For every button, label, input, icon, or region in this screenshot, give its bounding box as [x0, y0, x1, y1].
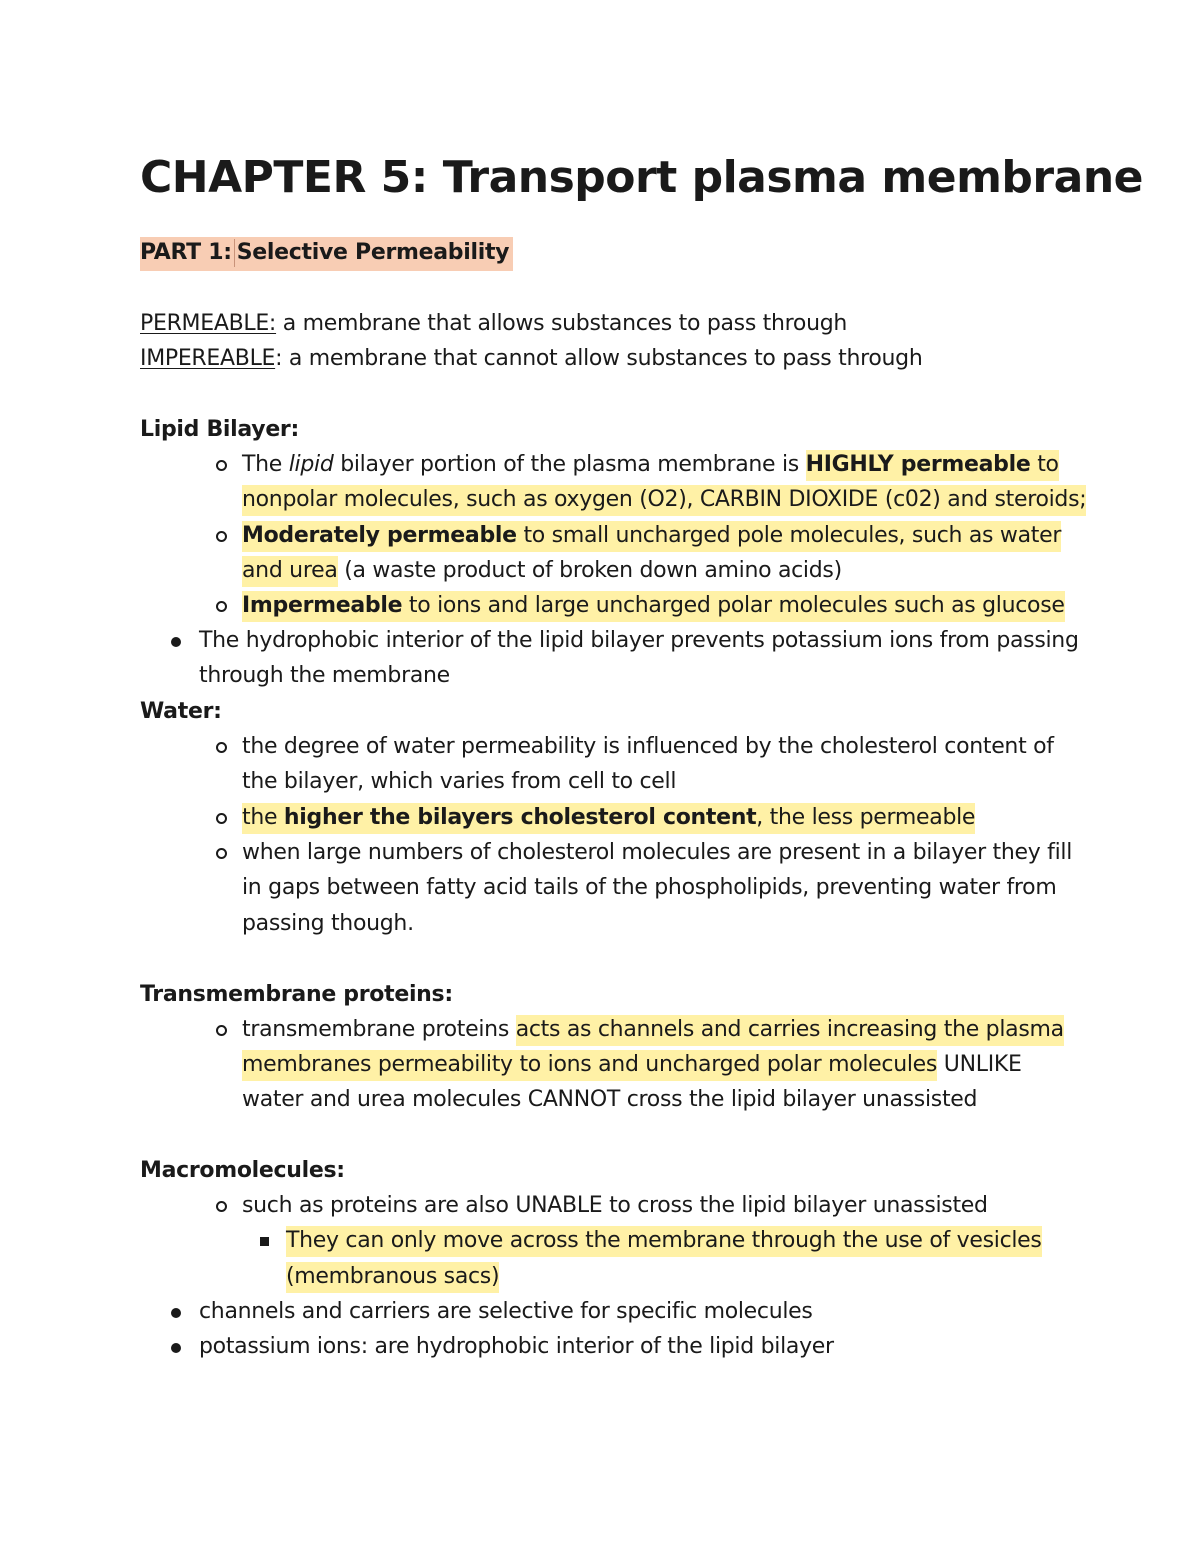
- square-bullet-icon: [260, 1237, 269, 1246]
- page-title: CHAPTER 5: Transport plasma membrane: [140, 152, 1143, 203]
- list-item: They can only move across the membrane through the use of vesicles: [286, 1225, 1042, 1257]
- definition-text: : a membrane that cannot allow substances to pass through: [275, 346, 923, 371]
- list-item: The hydrophobic interior of the lipid bilayer prevents potassium ions from passing: [199, 628, 1079, 653]
- definition-permeable: [140, 308, 847, 340]
- list-item: Moderately permeable to small uncharged pole molecules, such as water: [242, 520, 1061, 552]
- list-item-continuation: membranes permeability to ions and uncharged polar molecules UNLIKE: [242, 1049, 1022, 1081]
- section-heading-water: Water:: [140, 699, 222, 724]
- part-label: PART 1:: [140, 240, 232, 265]
- definition-text: a membrane that allows substances to pass through: [276, 311, 848, 336]
- part-name: Selective Permeability: [236, 240, 510, 265]
- part-separator: [234, 239, 235, 267]
- hollow-bullet-icon: [216, 813, 227, 824]
- list-item: when large numbers of cholesterol molecules are present in a bilayer they fill: [242, 840, 1073, 865]
- hollow-bullet-icon: [216, 460, 227, 471]
- hollow-bullet-icon: [216, 848, 227, 859]
- part-heading: [140, 237, 513, 269]
- hollow-bullet-icon: [216, 742, 227, 753]
- list-item: The lipid bilayer portion of the plasma membrane is HIGHLY permeable to: [242, 449, 1059, 481]
- section-heading-lipid: Lipid Bilayer:: [140, 417, 299, 442]
- list-item-continuation: nonpolar molecules, such as oxygen (O2), CARBIN DIOXIDE (c02) and steroids;: [242, 484, 1086, 516]
- hollow-bullet-icon: [216, 1201, 227, 1212]
- list-item-continuation: the bilayer, which varies from cell to cell: [242, 769, 677, 794]
- filled-bullet-icon: [171, 1343, 181, 1353]
- list-item-continuation: in gaps between fatty acid tails of the phospholipids, preventing water from: [242, 875, 1057, 900]
- list-item: the higher the bilayers cholesterol content, the less permeable: [242, 802, 975, 834]
- list-item-continuation: (membranous sacs): [286, 1261, 499, 1293]
- hollow-bullet-icon: [216, 531, 227, 542]
- list-item-continuation: through the membrane: [199, 663, 450, 688]
- list-item-continuation: and urea (a waste product of broken down amino acids): [242, 555, 842, 587]
- list-item: channels and carriers are selective for specific molecules: [199, 1299, 813, 1324]
- section-heading-macromolecules: Macromolecules:: [140, 1158, 345, 1183]
- hollow-bullet-icon: [216, 601, 227, 612]
- hollow-bullet-icon: [216, 1025, 227, 1036]
- list-item: such as proteins are also UNABLE to cross the lipid bilayer unassisted: [242, 1193, 988, 1218]
- list-item: potassium ions: are hydrophobic interior of the lipid bilayer: [199, 1334, 834, 1359]
- term-permeable: PERMEABLE:: [140, 311, 277, 336]
- list-item: transmembrane proteins acts as channels and carries increasing the plasma: [242, 1014, 1064, 1046]
- list-item-continuation: water and urea molecules CANNOT cross the lipid bilayer unassisted: [242, 1087, 978, 1112]
- list-item-continuation: passing though.: [242, 911, 414, 936]
- definition-impermeable: [140, 343, 922, 375]
- term-impermeable: IMPEREABLE: [140, 346, 276, 371]
- filled-bullet-icon: [171, 637, 181, 647]
- section-heading-transmembrane: Transmembrane proteins:: [140, 982, 453, 1007]
- list-item: Impermeable to ions and large uncharged polar molecules such as glucose: [242, 590, 1065, 622]
- list-item: the degree of water permeability is influenced by the cholesterol content of: [242, 734, 1054, 759]
- filled-bullet-icon: [171, 1308, 181, 1318]
